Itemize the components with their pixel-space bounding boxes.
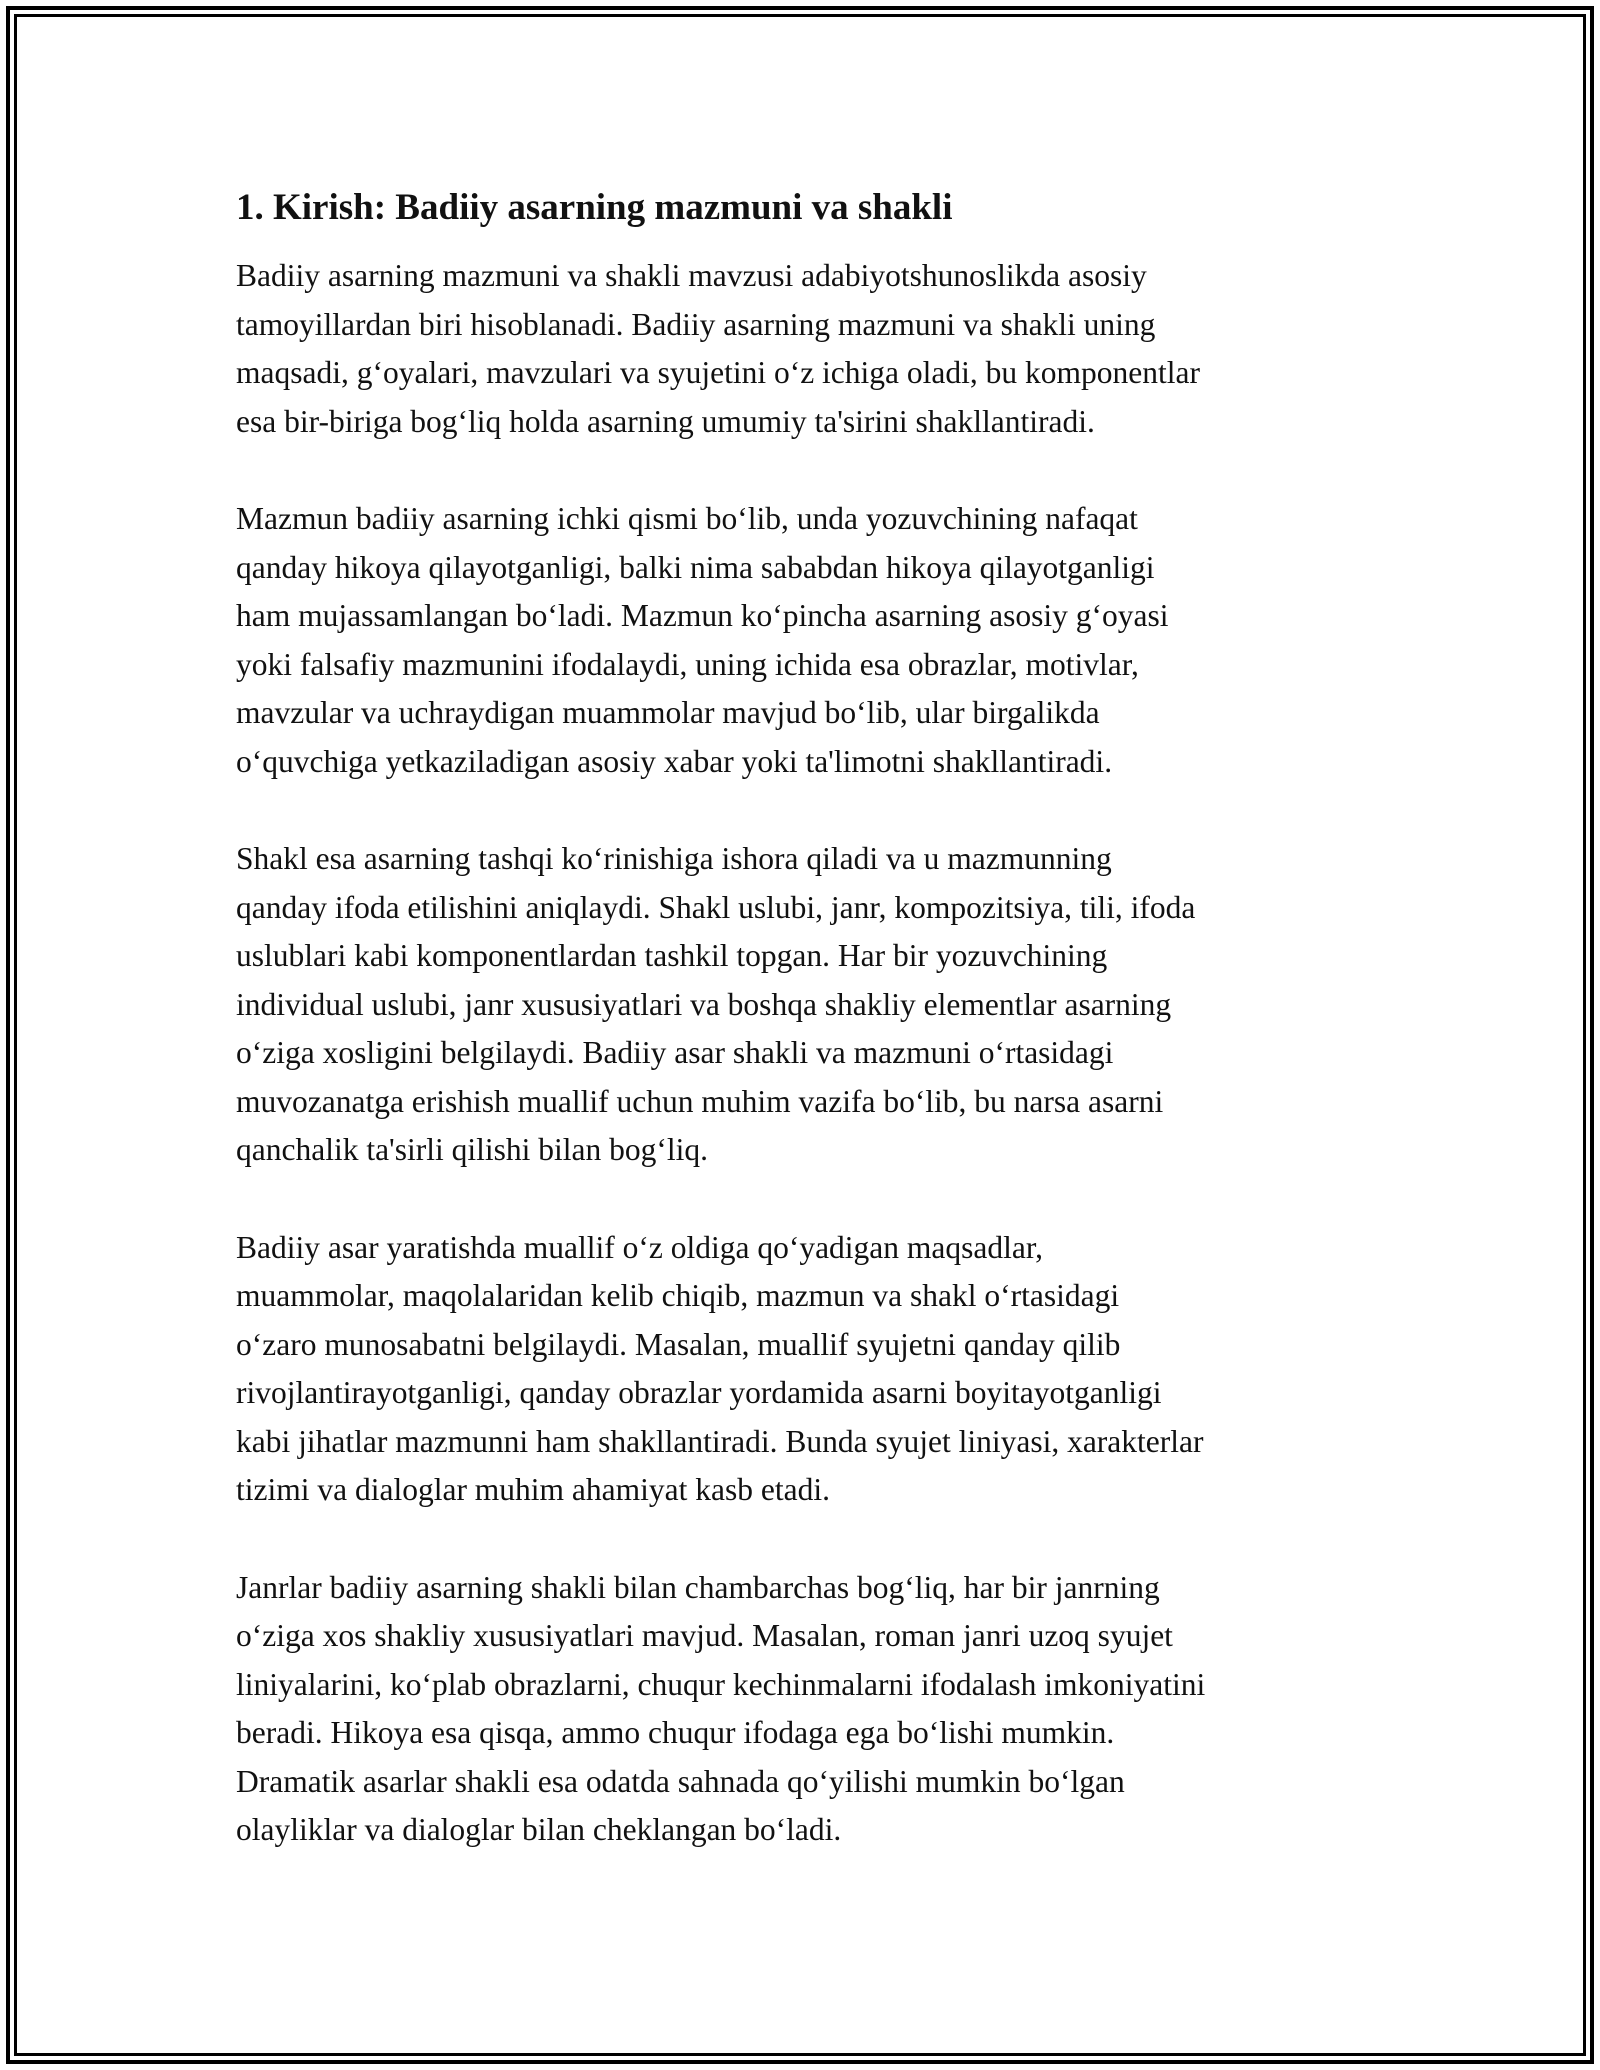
paragraph-line: mavzular va uchraydigan muammolar mavjud bo‘lib, ular birgalikda (236, 695, 1100, 731)
paragraph-2 (236, 495, 1376, 786)
paragraph-5 (236, 1564, 1376, 1855)
paragraph-line: liniyalarini, ko‘plab obrazlarni, chuqur kechinmalarni ifodalash imkoniyatini (236, 1666, 1206, 1702)
paragraph-line: Shakl esa asarning tashqi ko‘rinishiga ishora qiladi va u mazmunning (236, 841, 1112, 877)
paragraph-line: muvozanatga erishish muallif uchun muhim vazifa bo‘lib, bu narsa asarni (236, 1083, 1164, 1119)
paragraph-line: individual uslubi, janr xususiyatlari va boshqa shakliy elementlar asarning (236, 986, 1172, 1022)
paragraph-line: o‘ziga xosligini belgilaydi. Badiiy asar shakli va mazmuni o‘rtasidagi (236, 1035, 1114, 1071)
paragraph-line: qanchalik ta'sirli qilishi bilan bog‘liq. (236, 1132, 708, 1168)
paragraph-line: tizimi va dialoglar muhim ahamiyat kasb etadi. (236, 1472, 830, 1508)
paragraph-line: maqsadi, g‘oyalari, mavzulari va syujetini o‘z ichiga oladi, bu komponentlar (236, 355, 1200, 391)
paragraph-line: muammolar, maqolalaridan kelib chiqib, mazmun va shakl o‘rtasidagi (236, 1278, 1120, 1314)
paragraph-line: Dramatik asarlar shakli esa odatda sahnada qo‘yilishi mumkin bo‘lgan (236, 1763, 1125, 1799)
paragraph-line: o‘zaro munosabatni belgilaydi. Masalan, muallif syujetni qanday qilib (236, 1326, 1121, 1362)
paragraph-line: esa bir-biriga bog‘liq holda asarning umumiy ta'sirini shakllantiradi. (236, 403, 1095, 439)
paragraph-line: tamoyillardan biri hisoblanadi. Badiiy asarning mazmuni va shakli uning (236, 306, 1156, 342)
paragraph-line: Mazmun badiiy asarning ichki qismi bo‘lib, unda yozuvchining nafaqat (236, 501, 1138, 537)
paragraph-line: Badiiy asarning mazmuni va shakli mavzusi adabiyotshunoslikda asosiy (236, 258, 1147, 294)
paragraph-3 (236, 835, 1376, 1175)
paragraph-line: uslublari kabi komponentlardan tashkil topgan. Har bir yozuvchining (236, 938, 1108, 974)
paragraph-line: beradi. Hikoya esa qisqa, ammo chuqur ifodaga ega bo‘lishi mumkin. (236, 1715, 1115, 1751)
paragraph-line: qanday ifoda etilishini aniqlaydi. Shakl uslubi, janr, kompozitsiya, tili, ifoda (236, 889, 1196, 925)
document-body (236, 186, 1376, 1904)
section-heading: 1. Kirish: Badiiy asarning mazmuni va shakli (236, 187, 953, 228)
paragraph-4 (236, 1224, 1376, 1515)
paragraph-line: Badiiy asar yaratishda muallif o‘z oldiga qo‘yadigan maqsadlar, (236, 1229, 1043, 1265)
paragraph-line: o‘quvchiga yetkaziladigan asosiy xabar yoki ta'limotni shakllantiradi. (236, 743, 1113, 779)
paragraph-line: o‘ziga xos shakliy xususiyatlari mavjud. Masalan, roman janri uzoq syujet (236, 1618, 1173, 1654)
paragraph-line: Janrlar badiiy asarning shakli bilan chambarchas bog‘liq, har bir janrning (236, 1569, 1160, 1605)
paragraph-line: qanday hikoya qilayotganligi, balki nima sababdan hikoya qilayotganligi (236, 549, 1155, 585)
paragraph-line: yoki falsafiy mazmunini ifodalaydi, uning ichida esa obrazlar, motivlar, (236, 646, 1139, 682)
paragraph-line: ham mujassamlangan bo‘ladi. Mazmun ko‘pincha asarning asosiy g‘oyasi (236, 598, 1169, 634)
paragraph-line: rivojlantirayotganligi, qanday obrazlar yordamida asarni boyitayotganligi (236, 1375, 1162, 1411)
paragraph-1 (236, 252, 1376, 446)
paragraph-line: kabi jihatlar mazmunni ham shakllantiradi. Bunda syujet liniyasi, xarakterlar (236, 1423, 1204, 1459)
paragraph-line: olayliklar va dialoglar bilan cheklangan bo‘ladi. (236, 1812, 842, 1848)
